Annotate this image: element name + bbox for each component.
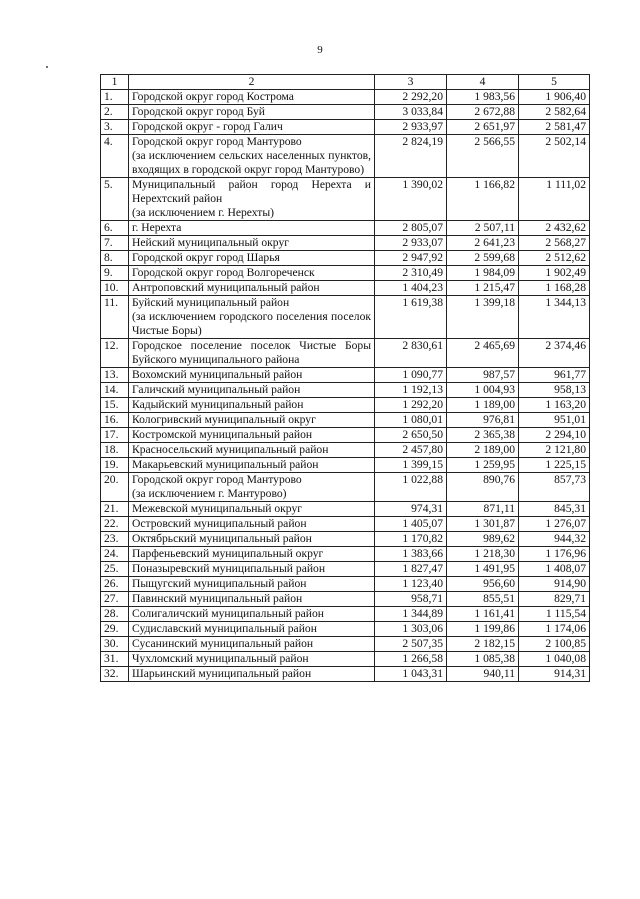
- value-col-3: 1 383,66: [375, 547, 447, 562]
- value-col-3: 2 292,20: [375, 90, 447, 105]
- territory-name: Шарьинский муниципальный район: [129, 667, 375, 682]
- territory-name: Октябрьский муниципальный район: [129, 532, 375, 547]
- value-col-3: 1 390,02: [375, 178, 447, 221]
- value-col-3: 1 123,40: [375, 577, 447, 592]
- table-row: [101, 383, 590, 398]
- table-row: [101, 637, 590, 652]
- value-col-3: 1 405,07: [375, 517, 447, 532]
- table-row: [101, 221, 590, 236]
- row-number: 6.: [101, 221, 129, 236]
- territory-name: Кадыйский муниципальный район: [129, 398, 375, 413]
- value-col-4: 1 399,18: [447, 296, 519, 339]
- value-col-4: 1 218,30: [447, 547, 519, 562]
- territory-name: Судиславский муниципальный район: [129, 622, 375, 637]
- table-row: [101, 547, 590, 562]
- value-col-4: 1 161,41: [447, 607, 519, 622]
- value-col-3: 1 043,31: [375, 667, 447, 682]
- value-col-4: 1 004,93: [447, 383, 519, 398]
- value-col-3: 2 830,61: [375, 339, 447, 368]
- territory-name: г. Нерехта: [129, 221, 375, 236]
- value-col-5: 958,13: [519, 383, 590, 398]
- table-row: [101, 502, 590, 517]
- table-row: [101, 592, 590, 607]
- table-row: [101, 622, 590, 637]
- value-col-3: 3 033,84: [375, 105, 447, 120]
- territory-name: Городской округ город Мантурово (за исключением сельских населенных пунктов, входящих в городской округ город Мантурово): [129, 135, 375, 178]
- value-col-4: 1 259,95: [447, 458, 519, 473]
- row-number: 5.: [101, 178, 129, 221]
- table-row: [101, 120, 590, 135]
- territory-name: Городской округ город Кострома: [129, 90, 375, 105]
- territory-name: Городской округ город Буй: [129, 105, 375, 120]
- value-col-4: 2 182,15: [447, 637, 519, 652]
- value-col-5: 1 408,07: [519, 562, 590, 577]
- value-col-3: 1 170,82: [375, 532, 447, 547]
- row-number: 3.: [101, 120, 129, 135]
- value-col-3: 1 404,23: [375, 281, 447, 296]
- header-cell-1: 1: [101, 75, 129, 90]
- value-col-5: 2 581,47: [519, 120, 590, 135]
- value-col-3: 1 022,88: [375, 473, 447, 502]
- row-number: 12.: [101, 339, 129, 368]
- value-col-5: 1 276,07: [519, 517, 590, 532]
- value-col-4: 1 166,82: [447, 178, 519, 221]
- value-col-5: 2 582,64: [519, 105, 590, 120]
- territory-name: Городской округ город Волгореченск: [129, 266, 375, 281]
- row-number: 28.: [101, 607, 129, 622]
- value-col-4: 1 491,95: [447, 562, 519, 577]
- value-col-3: 1 292,20: [375, 398, 447, 413]
- value-col-5: 944,32: [519, 532, 590, 547]
- value-col-5: 1 902,49: [519, 266, 590, 281]
- row-number: 8.: [101, 251, 129, 266]
- value-col-4: 940,11: [447, 667, 519, 682]
- row-number: 7.: [101, 236, 129, 251]
- value-col-4: 987,57: [447, 368, 519, 383]
- value-col-5: 2 374,46: [519, 339, 590, 368]
- territory-name: Городской округ - город Галич: [129, 120, 375, 135]
- row-number: 32.: [101, 667, 129, 682]
- value-col-3: 1 344,89: [375, 607, 447, 622]
- row-number: 22.: [101, 517, 129, 532]
- value-col-4: 956,60: [447, 577, 519, 592]
- row-number: 2.: [101, 105, 129, 120]
- table-row: [101, 517, 590, 532]
- territory-name: Нейский муниципальный округ: [129, 236, 375, 251]
- territory-name: Галичский муниципальный район: [129, 383, 375, 398]
- value-col-5: 1 115,54: [519, 607, 590, 622]
- table-header-row: [101, 75, 590, 90]
- territory-name: Кологривский муниципальный округ: [129, 413, 375, 428]
- territory-name: Городской округ город Шарья: [129, 251, 375, 266]
- value-col-4: 2 566,55: [447, 135, 519, 178]
- value-col-3: 1 192,13: [375, 383, 447, 398]
- table-row: [101, 667, 590, 682]
- territory-name: Межевской муниципальный округ: [129, 502, 375, 517]
- value-col-5: 961,77: [519, 368, 590, 383]
- value-col-3: 974,31: [375, 502, 447, 517]
- value-col-4: 2 641,23: [447, 236, 519, 251]
- row-number: 29.: [101, 622, 129, 637]
- value-col-5: 1 111,02: [519, 178, 590, 221]
- row-number: 19.: [101, 458, 129, 473]
- value-col-3: 2 824,19: [375, 135, 447, 178]
- table-row: [101, 236, 590, 251]
- page-number: 9: [317, 44, 323, 56]
- value-col-4: 1 301,87: [447, 517, 519, 532]
- value-col-5: 1 906,40: [519, 90, 590, 105]
- row-number: 20.: [101, 473, 129, 502]
- row-number: 10.: [101, 281, 129, 296]
- value-col-5: 1 168,28: [519, 281, 590, 296]
- territory-name: Павинский муниципальный район: [129, 592, 375, 607]
- value-col-5: 2 568,27: [519, 236, 590, 251]
- value-col-4: 2 651,97: [447, 120, 519, 135]
- value-col-5: 1 174,06: [519, 622, 590, 637]
- table-row: [101, 368, 590, 383]
- table-row: [101, 562, 590, 577]
- territory-name: Костромской муниципальный район: [129, 428, 375, 443]
- value-col-4: 1 189,00: [447, 398, 519, 413]
- value-col-5: 2 432,62: [519, 221, 590, 236]
- table-row: [101, 339, 590, 368]
- row-number: 31.: [101, 652, 129, 667]
- header-cell-5: 5: [519, 75, 590, 90]
- row-number: 27.: [101, 592, 129, 607]
- value-col-3: 2 310,49: [375, 266, 447, 281]
- row-number: 16.: [101, 413, 129, 428]
- value-col-5: 1 040,08: [519, 652, 590, 667]
- row-number: 23.: [101, 532, 129, 547]
- value-col-3: 2 947,92: [375, 251, 447, 266]
- value-col-5: 914,31: [519, 667, 590, 682]
- row-number: 13.: [101, 368, 129, 383]
- table-row: [101, 607, 590, 622]
- row-number: 1.: [101, 90, 129, 105]
- value-col-4: 871,11: [447, 502, 519, 517]
- table-row: [101, 443, 590, 458]
- value-col-3: 958,71: [375, 592, 447, 607]
- value-col-5: 951,01: [519, 413, 590, 428]
- data-table: [100, 74, 590, 682]
- table-row: [101, 178, 590, 221]
- territory-name: Муниципальный район город Нерехта и Нерехтский район (за исключением г. Нерехты): [129, 178, 375, 221]
- value-col-5: 1 176,96: [519, 547, 590, 562]
- territory-name: Парфеньевский муниципальный округ: [129, 547, 375, 562]
- value-col-4: 1 085,38: [447, 652, 519, 667]
- table-row: [101, 577, 590, 592]
- territory-name: Сусанинский муниципальный район: [129, 637, 375, 652]
- table-row: [101, 398, 590, 413]
- territory-name: Островский муниципальный район: [129, 517, 375, 532]
- value-col-5: 914,90: [519, 577, 590, 592]
- value-col-4: 2 465,69: [447, 339, 519, 368]
- value-col-4: 1 983,56: [447, 90, 519, 105]
- table-row: [101, 532, 590, 547]
- value-col-5: 2 121,80: [519, 443, 590, 458]
- value-col-5: 845,31: [519, 502, 590, 517]
- table-row: [101, 251, 590, 266]
- value-col-4: 2 507,11: [447, 221, 519, 236]
- row-number: 17.: [101, 428, 129, 443]
- table-row: [101, 135, 590, 178]
- value-col-3: 1 619,38: [375, 296, 447, 339]
- value-col-4: 1 984,09: [447, 266, 519, 281]
- territory-name: Антроповский муниципальный район: [129, 281, 375, 296]
- value-col-5: 2 512,62: [519, 251, 590, 266]
- value-col-4: 976,81: [447, 413, 519, 428]
- table-row: [101, 652, 590, 667]
- row-number: 14.: [101, 383, 129, 398]
- value-col-4: 2 672,88: [447, 105, 519, 120]
- value-col-4: 2 599,68: [447, 251, 519, 266]
- territory-name: Вохомский муниципальный район: [129, 368, 375, 383]
- value-col-3: 1 303,06: [375, 622, 447, 637]
- table-row: [101, 473, 590, 502]
- value-col-3: 2 933,07: [375, 236, 447, 251]
- row-number: 4.: [101, 135, 129, 178]
- value-col-4: 2 365,38: [447, 428, 519, 443]
- row-number: 25.: [101, 562, 129, 577]
- row-number: 15.: [101, 398, 129, 413]
- value-col-5: 2 100,85: [519, 637, 590, 652]
- row-number: 11.: [101, 296, 129, 339]
- value-col-3: 1 090,77: [375, 368, 447, 383]
- value-col-3: 2 805,07: [375, 221, 447, 236]
- table-row: [101, 281, 590, 296]
- row-number: 9.: [101, 266, 129, 281]
- value-col-5: 1 163,20: [519, 398, 590, 413]
- territory-name: Красносельский муниципальный район: [129, 443, 375, 458]
- header-cell-3: 3: [375, 75, 447, 90]
- territory-name: Буйский муниципальный район (за исключением городского поселения поселок Чистые Боры): [129, 296, 375, 339]
- header-cell-2: 2: [129, 75, 375, 90]
- value-col-3: 2 650,50: [375, 428, 447, 443]
- table-row: [101, 428, 590, 443]
- value-col-3: 2 933,97: [375, 120, 447, 135]
- scan-speck: [46, 66, 48, 68]
- value-col-4: 855,51: [447, 592, 519, 607]
- value-col-5: 2 502,14: [519, 135, 590, 178]
- value-col-3: 1 399,15: [375, 458, 447, 473]
- row-number: 24.: [101, 547, 129, 562]
- value-col-5: 1 344,13: [519, 296, 590, 339]
- table-row: [101, 266, 590, 281]
- value-col-5: 2 294,10: [519, 428, 590, 443]
- value-col-4: 890,76: [447, 473, 519, 502]
- row-number: 18.: [101, 443, 129, 458]
- territory-name: Чухломский муниципальный район: [129, 652, 375, 667]
- table-row: [101, 413, 590, 428]
- territory-name: Солигаличский муниципальный район: [129, 607, 375, 622]
- value-col-5: 857,73: [519, 473, 590, 502]
- row-number: 21.: [101, 502, 129, 517]
- territory-name: Городское поселение поселок Чистые Боры Буйского муниципального района: [129, 339, 375, 368]
- row-number: 30.: [101, 637, 129, 652]
- value-col-3: 1 080,01: [375, 413, 447, 428]
- table-row: [101, 90, 590, 105]
- value-col-3: 2 507,35: [375, 637, 447, 652]
- row-number: 26.: [101, 577, 129, 592]
- territory-name: Макарьевский муниципальный район: [129, 458, 375, 473]
- value-col-5: 829,71: [519, 592, 590, 607]
- table-row: [101, 458, 590, 473]
- territory-name: Пыщугский муниципальный район: [129, 577, 375, 592]
- header-cell-4: 4: [447, 75, 519, 90]
- value-col-4: 1 215,47: [447, 281, 519, 296]
- value-col-3: 2 457,80: [375, 443, 447, 458]
- value-col-4: 989,62: [447, 532, 519, 547]
- value-col-4: 1 199,86: [447, 622, 519, 637]
- territory-name: Городской округ город Мантурово (за исключением г. Мантурово): [129, 473, 375, 502]
- value-col-4: 2 189,00: [447, 443, 519, 458]
- territory-name: Поназыревский муниципальный район: [129, 562, 375, 577]
- value-col-3: 1 827,47: [375, 562, 447, 577]
- value-col-5: 1 225,15: [519, 458, 590, 473]
- table-body: [101, 75, 590, 682]
- table-row: [101, 105, 590, 120]
- table-row: [101, 296, 590, 339]
- value-col-3: 1 266,58: [375, 652, 447, 667]
